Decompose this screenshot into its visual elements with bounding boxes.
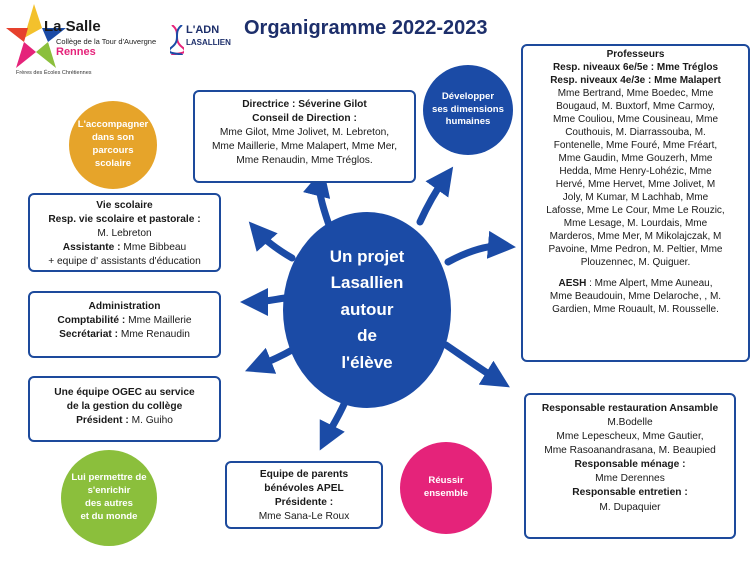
vie-scolaire-title: Vie scolaire — [96, 200, 153, 211]
ogec-president: Président : M. Guiho — [76, 415, 173, 427]
arrow-top — [319, 182, 330, 228]
bubble-line: scolaire — [94, 157, 132, 169]
administration-title: Administration — [88, 301, 161, 312]
vie-scolaire-resp-name: M. Lebreton — [97, 228, 152, 240]
center-line: Un projet — [329, 247, 405, 267]
administration-compta: Comptabilité : Mme Maillerie — [57, 315, 192, 327]
menage-label: Responsable ménage : — [574, 459, 686, 471]
entretien-name: M. Dupaquier — [599, 501, 661, 513]
professeurs-title: Professeurs — [606, 49, 665, 60]
center-line: Lasallien — [330, 273, 404, 293]
logo-tagline: Frères des Écoles Chrétiennes — [16, 70, 92, 76]
center-circle — [283, 212, 451, 408]
direction-box — [193, 90, 416, 183]
bubble-line: Réussir — [428, 475, 464, 487]
adn-line2: LASALLIEN — [186, 38, 231, 47]
bubble-line: ses dimensions — [432, 103, 504, 115]
apel-pres-label: Présidente : — [274, 497, 334, 509]
bubble-accompagner — [69, 101, 157, 189]
aesh-line: AESH : Mme Alpert, Mme Auneau, — [558, 278, 713, 289]
professeurs-box — [521, 44, 750, 362]
arrow-left-bottom — [258, 350, 292, 366]
direction-member-line: Mme Gilot, Mme Jolivet, M. Lebreton, — [219, 127, 390, 139]
restauration-box — [524, 393, 736, 539]
arrow-right-top — [448, 246, 502, 262]
bubble-reussir — [400, 442, 492, 534]
restauration-name-line: Mme Lepescheux, Mme Gautier, — [556, 431, 704, 443]
professeurs-resp2: Resp. niveaux 4e/3e : Mme Malapert — [550, 75, 721, 86]
professeurs-name-line: Lafosse, Mme Le Cour, Mme Le Rouzic, — [546, 205, 725, 216]
apel-pres-name: Mme Sana-Le Roux — [258, 511, 350, 523]
bubble-line: L'accompagner — [77, 119, 149, 131]
center-line: de — [357, 326, 377, 346]
bubble-developper — [423, 65, 513, 155]
professeurs-name-line: Hedda, Mme Henry-Lohézic, Mme — [559, 166, 712, 177]
bubble-line: Lui permettre de — [71, 472, 147, 484]
direction-head: Directrice : Séverine Gilot — [242, 99, 367, 110]
administration-box — [28, 291, 221, 358]
bubble-line: humaines — [445, 116, 491, 128]
aesh-name-line: Gardien, Mme Rouault, M. Rousselle. — [552, 304, 719, 315]
professeurs-name-line: Plouzennec, M. Quiguer. — [580, 257, 691, 268]
apel-line2: bénévoles APEL — [264, 483, 344, 495]
adn-line1: L'ADN — [186, 24, 220, 36]
vie-scolaire-extra: + equipe d' assistants d'éducation — [48, 256, 201, 268]
bubble-enrichir — [61, 450, 157, 546]
restauration-name-line: M.Bodelle — [607, 417, 653, 429]
professeurs-name-line: Mme Gaudin, Mme Gouzerh, Mme — [558, 153, 713, 164]
professeurs-name-line: Hervé, Mme Hervet, Mme Jolivet, M — [555, 179, 716, 190]
restauration-name-line: Mme Rasoanandrasana, M. Beaupied — [544, 445, 716, 457]
arrow-left-top — [258, 232, 292, 258]
apel-line1: Equipe de parents — [259, 469, 349, 480]
aesh-name-line: Mme Beaudouin, Mme Delaroche, , M. — [549, 291, 722, 302]
professeurs-name-line: Fontenelle, Mme Fouré, Mme Fréart, — [553, 140, 718, 151]
professeurs-name-line: Couthouis, M. Diarrassouba, M. — [565, 127, 706, 138]
bubble-line: parcours — [92, 145, 134, 156]
vie-scolaire-box — [28, 193, 221, 272]
entretien-label: Responsable entretien : — [572, 487, 688, 499]
center-line: l'élève — [341, 352, 393, 372]
page-title: Organigramme 2022-2023 — [244, 17, 488, 39]
bubble-line: des autres — [84, 498, 133, 509]
direction-council-label: Conseil de Direction : — [252, 113, 357, 125]
professeurs-name-line: Mme Bertrand, Mme Boedec, Mme — [557, 88, 714, 99]
ogec-line1: Une équipe OGEC au service — [54, 387, 195, 398]
professeurs-name-line: Bougaud, M. Buxtorf, Mme Carmoy, — [556, 101, 715, 112]
administration-secretariat: Secrétariat : Mme Renaudin — [59, 329, 190, 341]
logo-subtitle: Collège de la Tour d'Auvergne — [56, 37, 157, 46]
direction-member-line: Mme Maillerie, Mme Malapert, Mme Mer, — [211, 141, 398, 153]
logo-name: La Salle — [44, 18, 101, 35]
ogec-box — [28, 376, 221, 442]
ogec-line2: de la gestion du collège — [66, 401, 183, 413]
menage-name: Mme Derennes — [595, 473, 665, 485]
professeurs-name-line: Marderos, Mme Mer, M Mikolajczak, M — [549, 231, 722, 242]
apel-box — [225, 461, 383, 529]
professeurs-resp1: Resp. niveaux 6e/5e : Mme Tréglos — [552, 62, 719, 73]
logo-city: Rennes — [56, 46, 96, 58]
professeurs-name-line: Mme Couliou, Mme Cousineau, Mme — [552, 114, 719, 125]
bubble-line: et du monde — [80, 510, 138, 522]
center-line: autour — [340, 299, 394, 319]
bubble-line: dans son — [91, 132, 135, 144]
direction-member-line: Mme Renaudin, Mme Tréglos. — [236, 155, 373, 167]
professeurs-name-line: Pavoine, Mme Pedron, M. Peltier, Mme — [548, 244, 723, 255]
arrow-top-right — [420, 178, 445, 222]
bubble-line: ensemble — [423, 488, 469, 499]
vie-scolaire-resp-label: Resp. vie scolaire et pastorale : — [48, 214, 201, 226]
arrow-right-bottom — [446, 345, 498, 380]
professeurs-name-line: Mme Lesage, M. Lourdais, Mme — [563, 218, 708, 229]
bubble-line: s'enrichir — [87, 485, 131, 497]
restauration-title: Responsable restauration Ansamble — [541, 403, 719, 414]
arrow-left — [254, 298, 285, 302]
professeurs-name-line: Joly, M Kumar, M Lachhab, Mme — [562, 192, 709, 203]
vie-scolaire-assistant: Assistante : Mme Bibbeau — [62, 242, 187, 254]
arrow-bottom — [326, 402, 345, 438]
bubble-line: Développer — [441, 90, 495, 102]
